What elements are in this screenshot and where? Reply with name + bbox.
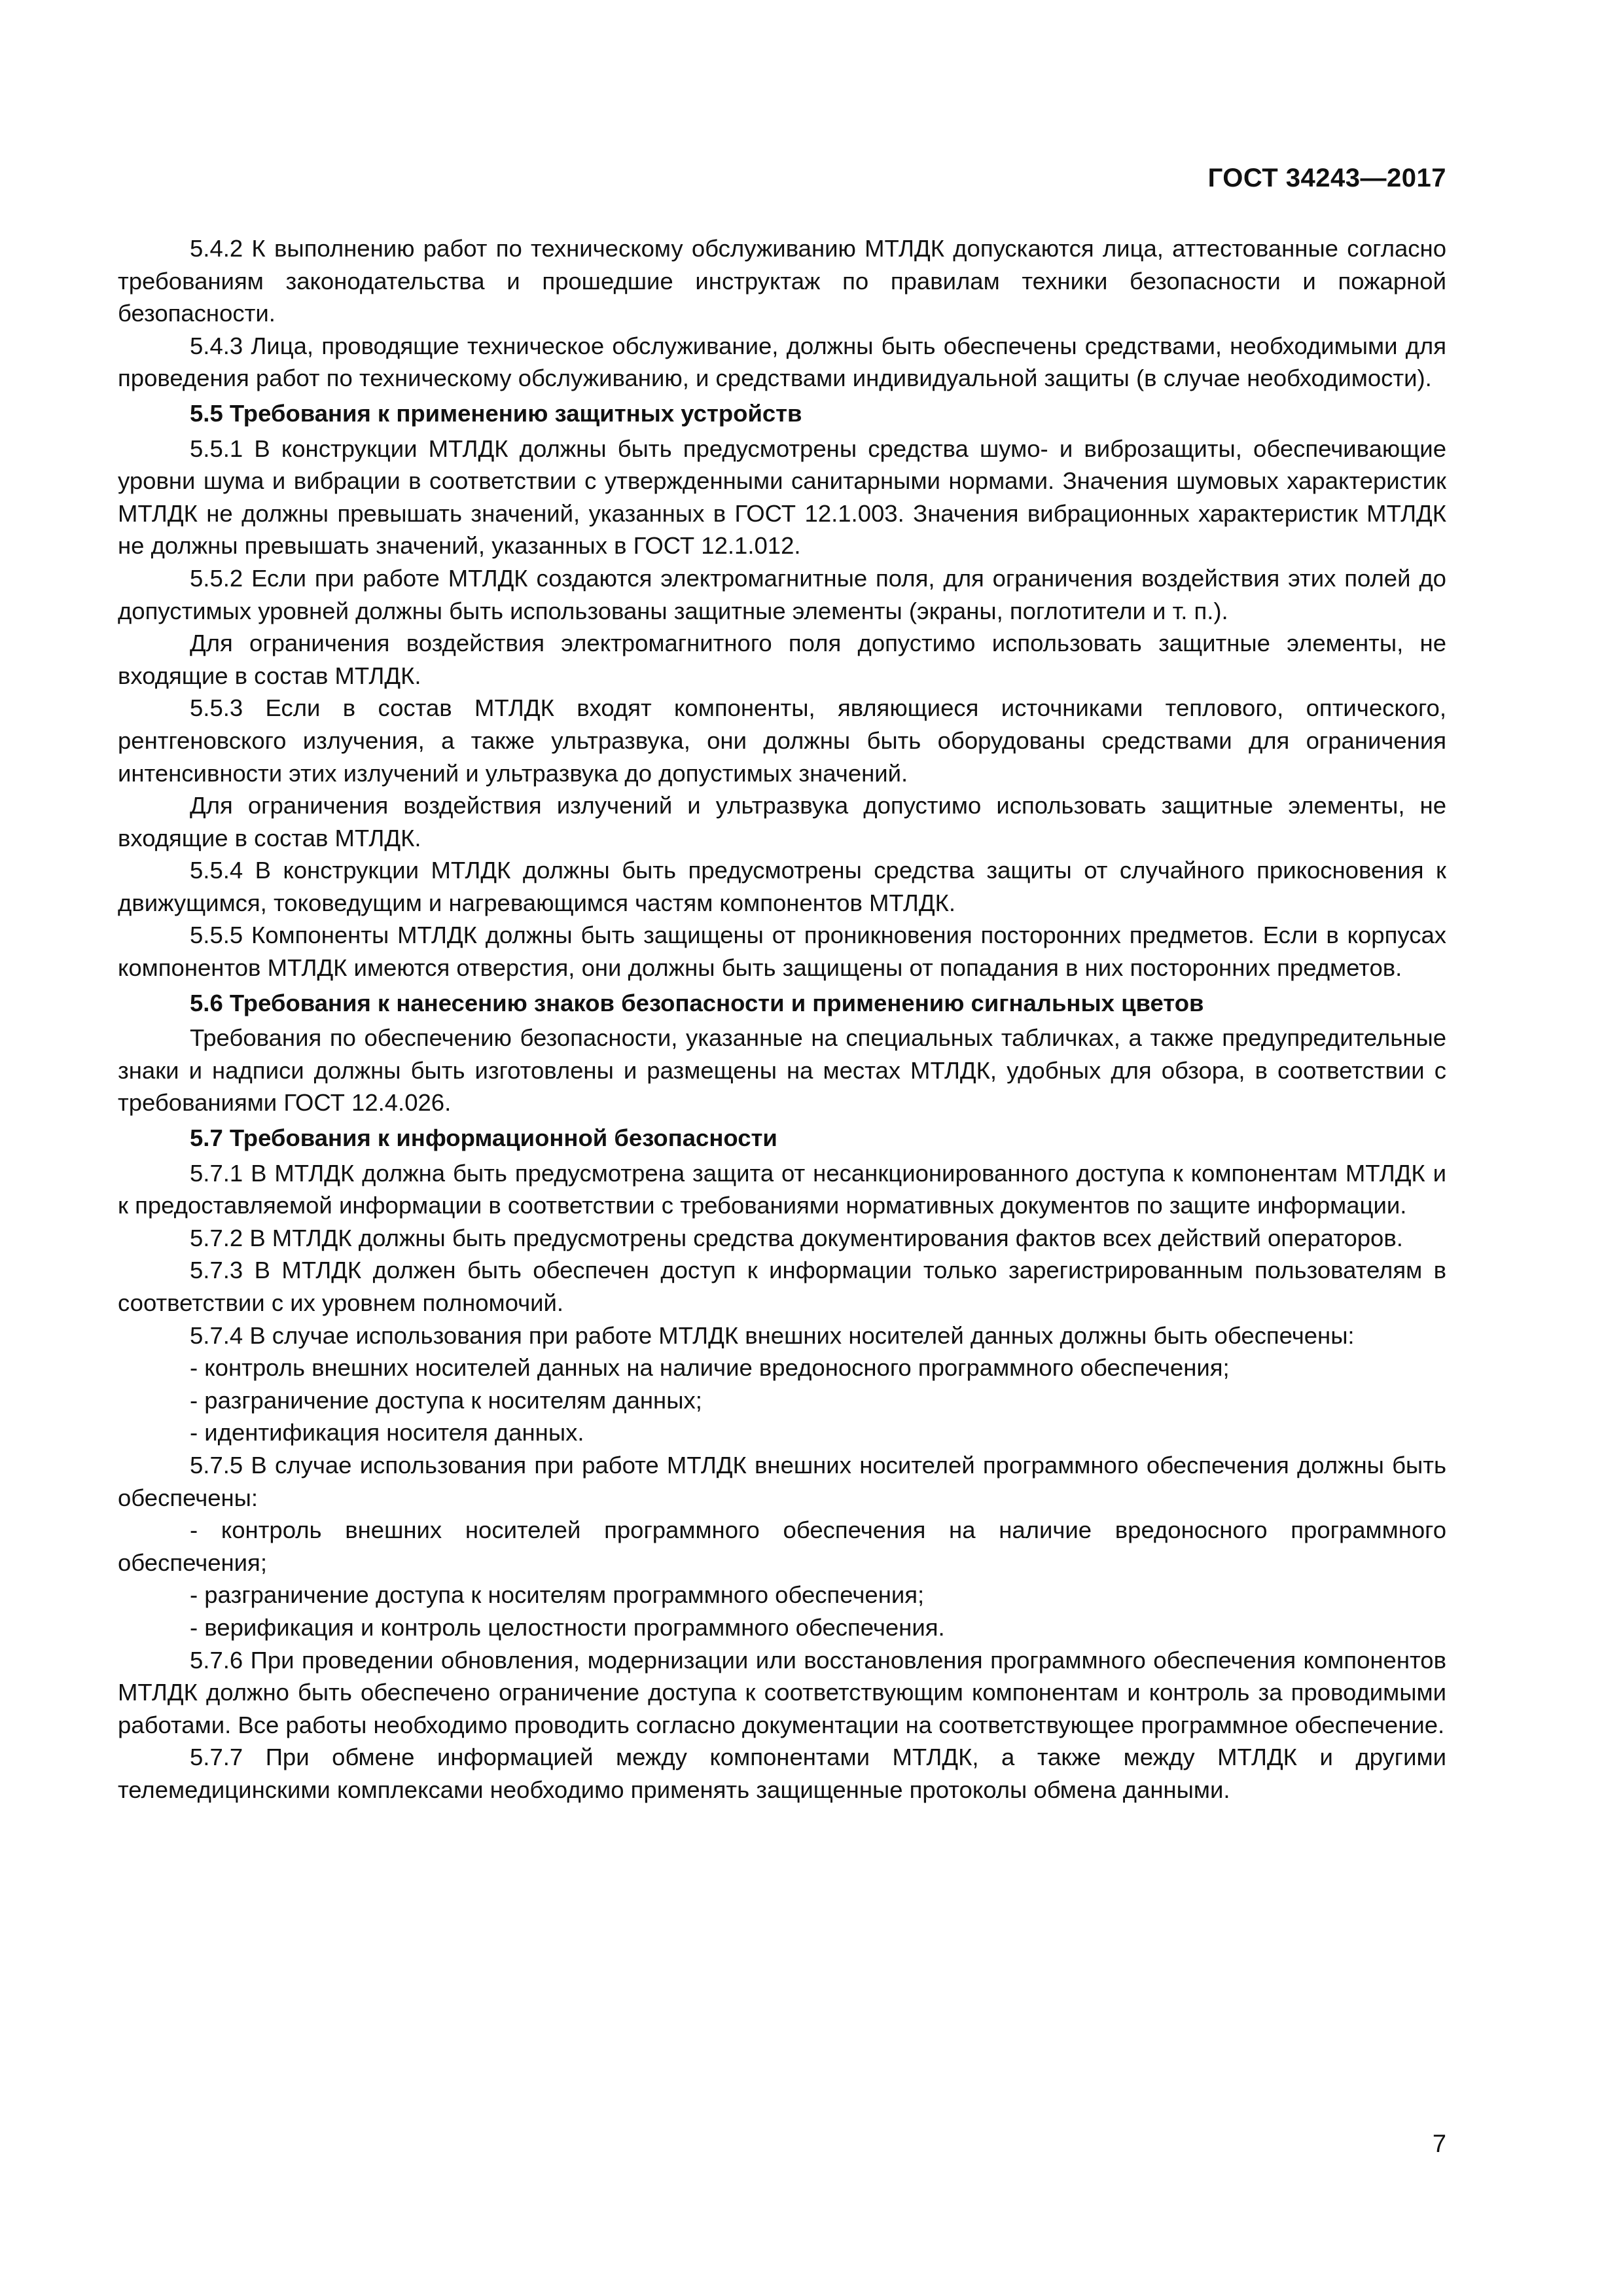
clause-5-7-2: 5.7.2 В МТЛДК должны быть предусмотрены средства документирования фактов всех действий операторов.: [190, 1224, 1403, 1251]
list-item: - верификация и контроль целостности программного обеспечения.: [190, 1613, 945, 1641]
list-item: - разграничение доступа к носителям данных;: [190, 1386, 702, 1414]
section-heading-5-6: 5.6 Требования к нанесению знаков безопасности и применению сигнальных цветов: [190, 989, 1204, 1016]
clause-5-7-7: 5.7.7 При обмене информацией между компонентами МТЛДК, а также между МТЛДК и другими телемедицинскими комплексами необходимо применять защищенные протоколы обмена данными.: [118, 1744, 1446, 1803]
clause-5-7-4: 5.7.4 В случае использования при работе МТЛДК внешних носителей данных должны быть обеспечены:: [190, 1321, 1355, 1349]
list-item: - идентификация носителя данных.: [190, 1419, 584, 1446]
clause-5-7-3: 5.7.3 В МТЛДК должен быть обеспечен доступ к информации только зарегистрированным пользователям в соответствии с их уровнем полномочий.: [118, 1257, 1446, 1316]
clause-5-7-5: 5.7.5 В случае использования при работе МТЛДК внешних носителей программного обеспечения должны быть обеспечены:: [118, 1451, 1446, 1511]
list-item: - контроль внешних носителей данных на наличие вредоносного программного обеспечения;: [190, 1354, 1230, 1382]
clause-5-5-3-note: Для ограничения воздействия излучений и ультразвука допустимо использовать защитные элементы, не входящие в состав МТЛДК.: [118, 792, 1446, 852]
list-item: - контроль внешних носителей программного обеспечения на наличие вредоносного программного обеспечения;: [118, 1516, 1446, 1576]
clause-5-4-3: 5.4.3 Лица, проводящие техническое обслуживание, должны быть обеспечены средствами, необходимыми для проведения работ по техническому обслуживанию, и средствами индивидуальной защиты (в случае необходимости).: [118, 332, 1446, 392]
clause-5-5-1: 5.5.1 В конструкции МТЛДК должны быть предусмотрены средства шумо- и виброзащиты, обеспечивающие уровни шума и вибрации в соответствии с утвержденными санитарными нормами. Значения шумовых характеристик МТЛДК не должны превышать значений, указанных в ГОСТ 12.1.003. Значения вибрационных характеристик МТЛДК не должны превышать значений, указанных в ГОСТ 12.1.012.: [118, 435, 1446, 560]
clause-5-5-4: 5.5.4 В конструкции МТЛДК должны быть предусмотрены средства защиты от случайного прикосновения к движущимся, токоведущим и нагревающимся частям компонентов МТЛДК.: [118, 857, 1446, 916]
clause-5-7-1: 5.7.1 В МТЛДК должна быть предусмотрена защита от несанкционированного доступа к компонентам МТЛДК и к предоставляемой информации в соответствии с требованиями нормативных документов по защите информации.: [118, 1159, 1446, 1219]
clause-5-5-2: 5.5.2 Если при работе МТЛДК создаются электромагнитные поля, для ограничения воздействия этих полей до допустимых уровней должны быть использованы защитные элементы (экраны, поглотители и т. п.).: [118, 564, 1446, 624]
clause-5-7-6: 5.7.6 При проведении обновления, модернизации или восстановления программного обеспечения компонентов МТЛДК должно быть обеспечено ограничение доступа к соответствующим компонентам и контроль за проводимыми работами. Все работы необходимо проводить согласно документации на соответствующее программное обеспечение.: [118, 1646, 1446, 1738]
clause-5-6-text: Требования по обеспечению безопасности, указанные на специальных табличках, а также предупредительные знаки и надписи должны быть изготовлены и размещены на местах МТЛДК, удобных для обзора, в соответствии с требованиями ГОСТ 12.4.026.: [118, 1024, 1446, 1117]
clause-5-5-2-note: Для ограничения воздействия электромагнитного поля допустимо использовать защитные элементы, не входящие в состав МТЛДК.: [118, 630, 1446, 689]
document-body: [118, 232, 1446, 1806]
clause-5-5-5: 5.5.5 Компоненты МТЛДК должны быть защищены от проникновения посторонних предметов. Если в корпусах компонентов МТЛДК имеются отверстия, они должны быть защищены от попадания в них посторонних предметов.: [118, 922, 1446, 982]
list-item: - разграничение доступа к носителям программного обеспечения;: [190, 1581, 925, 1609]
document-code: ГОСТ 34243—2017: [1207, 164, 1446, 192]
section-heading-5-7: 5.7 Требования к информационной безопасности: [190, 1124, 777, 1152]
clause-5-5-3: 5.5.3 Если в состав МТЛДК входят компоненты, являющиеся источниками теплового, оптического, рентгеновского излучения, а также ультразвука, они должны быть оборудованы средствами для ограничения интенсивности этих излучений и ультразвука до допустимых значений.: [118, 694, 1446, 787]
section-heading-5-5: 5.5 Требования к применению защитных устройств: [190, 399, 802, 427]
page-number: 7: [1432, 2130, 1446, 2158]
clause-5-4-2: 5.4.2 К выполнению работ по техническому обслуживанию МТЛДК допускаются лица, аттестованные согласно требованиям законодательства и прошедшие инструктаж по правилам техники безопасности и пожарной безопасности.: [118, 235, 1446, 327]
